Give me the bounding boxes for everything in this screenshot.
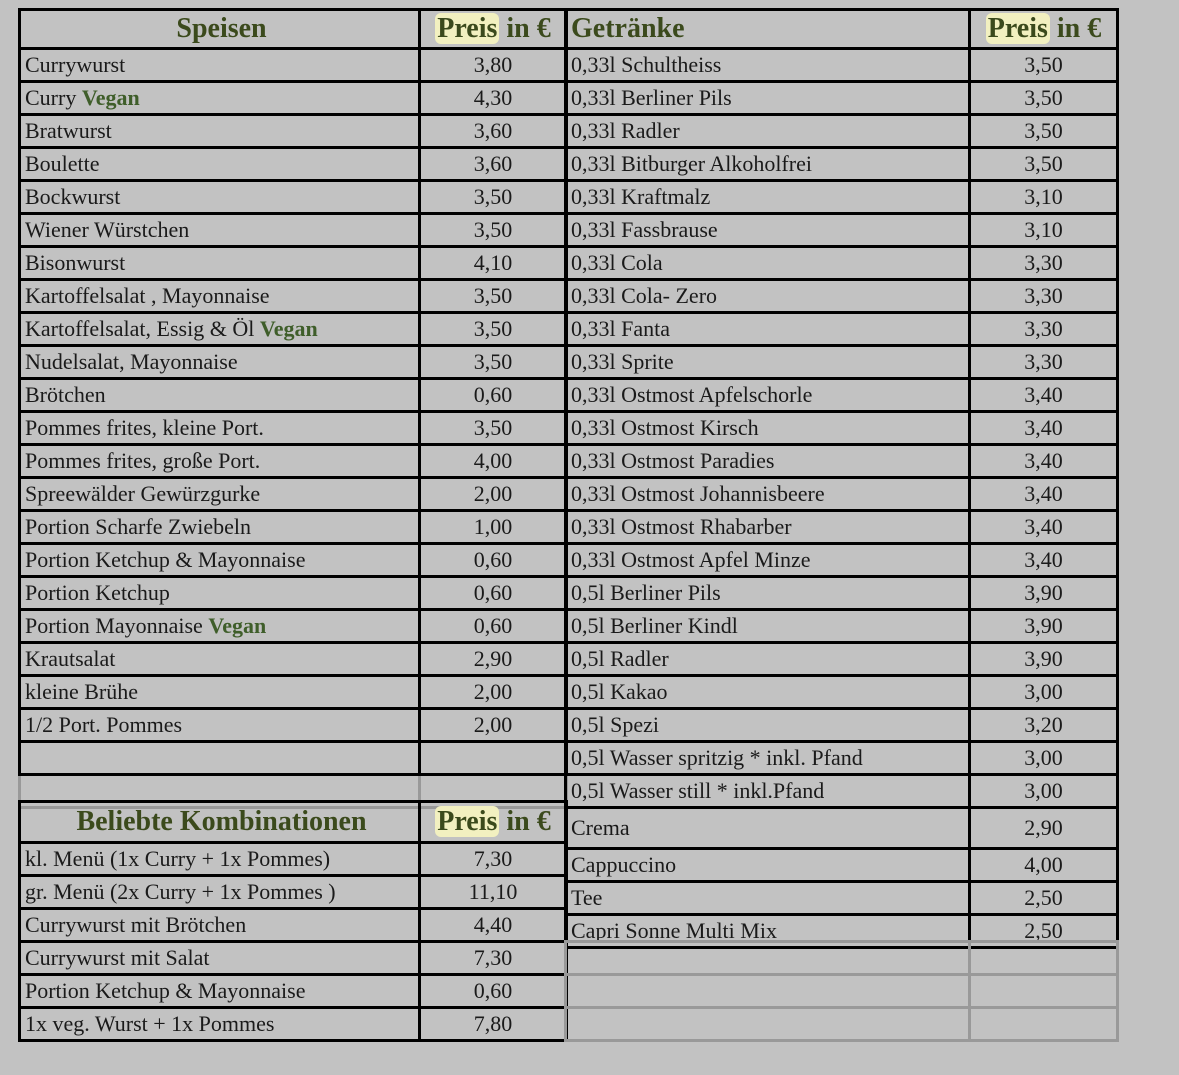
speisen-item-price: 0,60 (420, 379, 567, 412)
speisen-item-price: 0,60 (420, 610, 567, 643)
speisen-item-name (20, 148, 420, 181)
item-name-text: 0,33l Cola- Zero (571, 283, 718, 308)
getraenke-row (566, 610, 1118, 643)
item-name-text: 0,5l Radler (571, 646, 669, 671)
getraenke-row (566, 313, 1118, 346)
item-name-text: 1x veg. Wurst + 1x Pommes (25, 1011, 275, 1036)
getraenke-row (566, 882, 1118, 915)
speisen-item-price: 3,50 (420, 181, 567, 214)
speisen-item-price: 3,50 (420, 346, 567, 379)
getraenke-item-name (566, 280, 970, 313)
item-name-text: 0,33l Bitburger Alkoholfrei (571, 151, 812, 176)
speisen-row (20, 280, 567, 313)
getraenke-row (566, 49, 1118, 82)
kombinationen-item-name (20, 843, 420, 876)
getraenke-item-price: 3,00 (970, 676, 1118, 709)
getraenke-item-name (566, 148, 970, 181)
getraenke-item-name (566, 775, 970, 808)
speisen-item-name (20, 379, 420, 412)
getraenke-item-price: 3,40 (970, 478, 1118, 511)
speisen-row (20, 610, 567, 643)
speisen-item-price: 2,00 (420, 676, 567, 709)
speisen-item-name (20, 49, 420, 82)
speisen-item-name (20, 445, 420, 478)
speisen-item-price: 3,80 (420, 49, 567, 82)
kombinationen-row (20, 876, 567, 909)
speisen-item-price: 3,60 (420, 115, 567, 148)
getraenke-item-name (566, 49, 970, 82)
getraenke-row (566, 247, 1118, 280)
getraenke-item-price: 3,90 (970, 643, 1118, 676)
getraenke-row (566, 181, 1118, 214)
kombinationen-row (20, 1008, 567, 1041)
item-name-text: 0,33l Sprite (571, 349, 674, 374)
getraenke-row (566, 511, 1118, 544)
speisen-item-price: 4,00 (420, 445, 567, 478)
getraenke-row (566, 676, 1118, 709)
getraenke-row (566, 544, 1118, 577)
kombinationen-header-row (20, 802, 567, 843)
getraenke-item-name (566, 544, 970, 577)
getraenke-item-price: 3,40 (970, 511, 1118, 544)
item-name-text: kleine Brühe (25, 679, 139, 704)
item-name-text: 0,33l Ostmost Apfel Minze (571, 547, 811, 572)
speisen-item-name (20, 346, 420, 379)
speisen-row (20, 379, 567, 412)
getraenke-item-name (566, 709, 970, 742)
kombinationen-price-header: Preis in € (420, 802, 567, 843)
getraenke-item-name (566, 676, 970, 709)
speisen-row (20, 49, 567, 82)
getraenke-item-price: 3,50 (970, 148, 1118, 181)
getraenke-row (566, 742, 1118, 775)
item-name-text: 0,33l Fassbrause (571, 217, 718, 242)
item-name-text: Portion Scharfe Zwiebeln (25, 514, 252, 539)
getraenke-item-price: 2,90 (970, 808, 1118, 849)
getraenke-item-name (566, 849, 970, 882)
item-name-text: 0,33l Ostmost Rhabarber (571, 514, 792, 539)
kombinationen-item-price: 11,10 (420, 876, 567, 909)
speisen-item-name (20, 577, 420, 610)
getraenke-item-price: 3,50 (970, 49, 1118, 82)
getraenke-row (566, 445, 1118, 478)
speisen-row (20, 709, 567, 742)
speisen-item-price: 2,00 (420, 709, 567, 742)
getraenke-header-row (566, 10, 1118, 49)
getraenke-empty-rows (564, 940, 1119, 1042)
getraenke-item-name (566, 379, 970, 412)
getraenke-table (564, 8, 1119, 949)
getraenke-row (566, 478, 1118, 511)
speisen-title: Speisen (20, 10, 420, 49)
getraenke-item-name (566, 478, 970, 511)
speisen-item-name (20, 643, 420, 676)
kombinationen-item-name (20, 1008, 420, 1041)
speisen-row (20, 247, 567, 280)
getraenke-item-name (566, 511, 970, 544)
vegan-tag: Vegan (81, 85, 140, 110)
item-name-text: 0,33l Ostmost Paradies (571, 448, 775, 473)
getraenke-item-price: 2,50 (970, 882, 1118, 915)
speisen-header-row (20, 10, 567, 49)
speisen-item-name (20, 115, 420, 148)
speisen-row (20, 445, 567, 478)
speisen-price-header: Preis in € (420, 10, 567, 49)
item-name-text: Wiener Würstchen (25, 217, 190, 242)
item-name-text: Kartoffelsalat, Essig & Öl (25, 316, 260, 341)
item-name-text: Tee (571, 885, 603, 910)
kombinationen-table (18, 800, 568, 1042)
item-name-text: Currywurst mit Salat (25, 945, 210, 970)
getraenke-item-price: 3,40 (970, 544, 1118, 577)
speisen-item-name (20, 82, 420, 115)
item-name-text: Curry (25, 85, 82, 110)
kombinationen-row (20, 942, 567, 975)
item-name-text: 0,5l Spezi (571, 712, 659, 737)
speisen-row (20, 412, 567, 445)
speisen-item-name (20, 610, 420, 643)
item-name-text: 0,33l Berliner Pils (571, 85, 732, 110)
getraenke-item-price: 4,00 (970, 849, 1118, 882)
item-name-text: Bockwurst (25, 184, 121, 209)
item-name-text: Capri Sonne Multi Mix (571, 918, 777, 943)
speisen-row (20, 181, 567, 214)
item-name-text: Brötchen (25, 382, 106, 407)
item-name-text: gr. Menü (2x Curry + 1x Pommes ) (25, 879, 336, 904)
getraenke-item-price: 3,90 (970, 610, 1118, 643)
vegan-tag: Vegan (259, 316, 318, 341)
getraenke-item-price: 3,10 (970, 181, 1118, 214)
item-name-text: Currywurst mit Brötchen (25, 912, 247, 937)
getraenke-item-name (566, 247, 970, 280)
speisen-item-price: 3,50 (420, 313, 567, 346)
getraenke-row (566, 214, 1118, 247)
item-name-text: Bratwurst (25, 118, 112, 143)
getraenke-item-price: 3,90 (970, 577, 1118, 610)
getraenke-item-price: 3,50 (970, 115, 1118, 148)
kombinationen-item-price: 4,40 (420, 909, 567, 942)
speisen-item-name (20, 247, 420, 280)
speisen-row (20, 544, 567, 577)
getraenke-item-price: 3,40 (970, 445, 1118, 478)
item-name-text: 0,5l Kakao (571, 679, 668, 704)
speisen-row (20, 577, 567, 610)
preis-highlight: Preis (987, 13, 1048, 44)
speisen-item-price: 3,50 (420, 214, 567, 247)
getraenke-item-name (566, 445, 970, 478)
speisen-row (20, 115, 567, 148)
item-name-text: 0,33l Schultheiss (571, 52, 722, 77)
speisen-item-name (20, 313, 420, 346)
kombinationen-row (20, 909, 567, 942)
item-name-text: 0,5l Wasser spritzig * inkl. Pfand (571, 745, 863, 770)
empty-row (566, 975, 1118, 1008)
kombinationen-item-name (20, 942, 420, 975)
speisen-row (20, 511, 567, 544)
kombinationen-item-name (20, 975, 420, 1008)
getraenke-row (566, 849, 1118, 882)
speisen-item-price: 3,50 (420, 280, 567, 313)
kombinationen-row (20, 843, 567, 876)
getraenke-item-price: 3,50 (970, 82, 1118, 115)
item-name-text: 0,33l Fanta (571, 316, 670, 341)
empty-row (20, 742, 567, 775)
getraenke-title: Getränke (566, 10, 970, 49)
getraenke-item-price: 3,30 (970, 313, 1118, 346)
speisen-item-price: 4,10 (420, 247, 567, 280)
item-name-text: 0,5l Berliner Pils (571, 580, 721, 605)
item-name-text: 0,33l Radler (571, 118, 680, 143)
getraenke-row (566, 412, 1118, 445)
item-name-text: Crema (571, 815, 630, 840)
getraenke-item-price: 2,50 (970, 915, 1118, 948)
item-name-text: 0,33l Cola (571, 250, 663, 275)
speisen-row (20, 82, 567, 115)
kombinationen-item-price: 0,60 (420, 975, 567, 1008)
speisen-item-name (20, 511, 420, 544)
speisen-item-price: 3,50 (420, 412, 567, 445)
speisen-row (20, 643, 567, 676)
speisen-item-price: 2,00 (420, 478, 567, 511)
getraenke-item-price: 3,30 (970, 247, 1118, 280)
getraenke-item-name (566, 181, 970, 214)
getraenke-item-name (566, 313, 970, 346)
speisen-item-name (20, 709, 420, 742)
getraenke-item-price: 3,30 (970, 346, 1118, 379)
speisen-row (20, 478, 567, 511)
item-name-text: Spreewälder Gewürzgurke (25, 481, 261, 506)
speisen-row (20, 148, 567, 181)
speisen-row (20, 676, 567, 709)
kombinationen-item-price: 7,30 (420, 942, 567, 975)
getraenke-row (566, 346, 1118, 379)
item-name-text: Currywurst (25, 52, 126, 77)
item-name-text: 0,5l Berliner Kindl (571, 613, 738, 638)
item-name-text: Nudelsalat, Mayonnaise (25, 349, 238, 374)
item-name-text: 0,33l Kraftmalz (571, 184, 711, 209)
speisen-item-name (20, 676, 420, 709)
kombinationen-title: Beliebte Kombinationen (20, 802, 420, 843)
speisen-table (18, 8, 568, 809)
getraenke-item-name (566, 346, 970, 379)
speisen-item-name (20, 181, 420, 214)
item-name-text: Portion Ketchup & Mayonnaise (25, 978, 306, 1003)
getraenke-item-name (566, 577, 970, 610)
item-name-text: Boulette (25, 151, 100, 176)
preis-highlight: Preis (437, 806, 498, 837)
getraenke-item-name (566, 82, 970, 115)
speisen-item-price: 3,60 (420, 148, 567, 181)
speisen-item-name (20, 280, 420, 313)
getraenke-item-price: 3,00 (970, 742, 1118, 775)
getraenke-item-name (566, 808, 970, 849)
item-name-text: Cappuccino (571, 852, 677, 877)
kombinationen-item-price: 7,30 (420, 843, 567, 876)
getraenke-row (566, 808, 1118, 849)
item-name-text: Pommes frites, große Port. (25, 448, 261, 473)
kombinationen-row (20, 975, 567, 1008)
vegan-tag: Vegan (208, 613, 267, 638)
getraenke-item-name (566, 412, 970, 445)
getraenke-row (566, 82, 1118, 115)
speisen-item-name (20, 478, 420, 511)
kombinationen-item-name (20, 909, 420, 942)
speisen-item-price: 1,00 (420, 511, 567, 544)
speisen-item-price: 0,60 (420, 577, 567, 610)
item-name-text: 0,33l Ostmost Apfelschorle (571, 382, 813, 407)
getraenke-item-name (566, 882, 970, 915)
item-name-text: kl. Menü (1x Curry + 1x Pommes) (25, 846, 331, 871)
getraenke-item-price: 3,40 (970, 379, 1118, 412)
getraenke-row (566, 709, 1118, 742)
getraenke-price-header: Preis in € (970, 10, 1118, 49)
kombinationen-item-name (20, 876, 420, 909)
kombinationen-item-price: 7,80 (420, 1008, 567, 1041)
getraenke-item-price: 3,00 (970, 775, 1118, 808)
getraenke-item-name (566, 742, 970, 775)
getraenke-item-name (566, 214, 970, 247)
item-name-text: Portion Ketchup & Mayonnaise (25, 547, 306, 572)
item-name-text: 0,33l Ostmost Johannisbeere (571, 481, 825, 506)
getraenke-item-name (566, 115, 970, 148)
getraenke-row (566, 577, 1118, 610)
speisen-item-price: 0,60 (420, 544, 567, 577)
getraenke-row (566, 775, 1118, 808)
item-name-text: Bisonwurst (25, 250, 126, 275)
getraenke-item-price: 3,40 (970, 412, 1118, 445)
item-name-text: Krautsalat (25, 646, 116, 671)
item-name-text: 0,33l Ostmost Kirsch (571, 415, 759, 440)
speisen-item-name (20, 214, 420, 247)
item-name-text: Portion Ketchup (25, 580, 170, 605)
speisen-row (20, 346, 567, 379)
getraenke-row (566, 148, 1118, 181)
speisen-item-name (20, 544, 420, 577)
empty-row (566, 942, 1118, 975)
getraenke-row (566, 379, 1118, 412)
item-name-text: 1/2 Port. Pommes (25, 712, 183, 737)
item-name-text: 0,5l Wasser still * inkl.Pfand (571, 778, 825, 803)
getraenke-row (566, 280, 1118, 313)
getraenke-item-name (566, 643, 970, 676)
getraenke-row (566, 643, 1118, 676)
getraenke-item-price: 3,30 (970, 280, 1118, 313)
speisen-row (20, 313, 567, 346)
item-name-text: Portion Mayonnaise (25, 613, 209, 638)
speisen-item-name (20, 412, 420, 445)
empty-row (566, 1008, 1118, 1041)
getraenke-row (566, 115, 1118, 148)
item-name-text: Pommes frites, kleine Port. (25, 415, 264, 440)
item-name-text: Kartoffelsalat , Mayonnaise (25, 283, 270, 308)
getraenke-item-name (566, 610, 970, 643)
speisen-row (20, 214, 567, 247)
speisen-item-price: 4,30 (420, 82, 567, 115)
getraenke-item-price: 3,10 (970, 214, 1118, 247)
getraenke-item-price: 3,20 (970, 709, 1118, 742)
preis-highlight: Preis (437, 13, 498, 44)
speisen-item-price: 2,90 (420, 643, 567, 676)
